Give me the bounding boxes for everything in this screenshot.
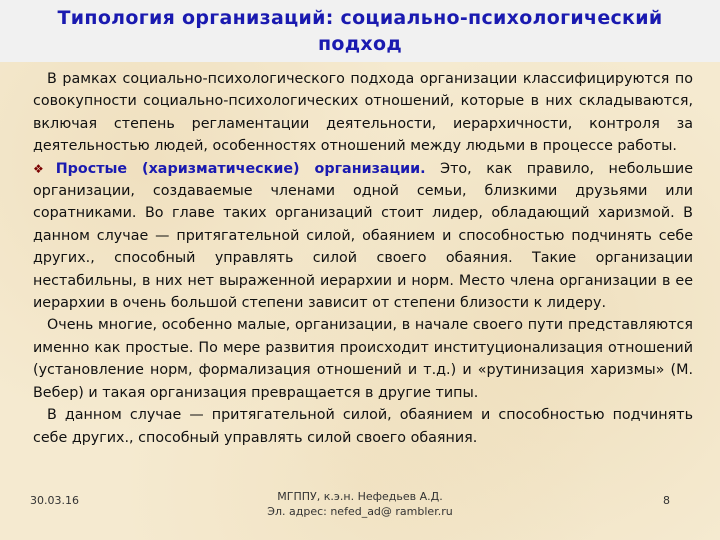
footer-date: 30.03.16	[30, 494, 79, 507]
footer-author: МГППУ, к.э.н. Нефедьев А.Д.	[277, 490, 443, 503]
footer-author-block	[250, 489, 470, 519]
paragraph-institutionalization: Очень многие, особенно малые, организации, в начале своего пути представляются именно как простые. По мере развития происходит институционализация отношений (установление норм, формализация отношений и т.д.) и «рутинизация харизмы» (М. Вебер) и такая организация превращается в другие типы.	[33, 317, 693, 401]
title-bar	[0, 0, 720, 62]
paragraph-simple-organizations	[33, 158, 693, 315]
simple-organizations-text: Это, как правило, небольшие организации, создаваемые членами одной семьи, близкими друзьями или соратниками. Во главе таких организаций стоит лидер, обладающий харизмой. В данном случае — притягательной силой, обаянием и способностью подчинять себе других., способный управлять силой своего обаяния. Такие организации нестабильны, в них нет выраженной иерархии и норм. Место члена организации в ее иерархии в очень большой степени зависит от степени близости к лидеру.	[33, 160, 693, 312]
diamond-bullet-icon: ❖	[33, 161, 54, 176]
simple-organizations-heading: Простые (харизматические) организации.	[55, 160, 426, 177]
page-number: 8	[663, 494, 670, 507]
slide-title: Типология организаций: социально-психологический подход	[57, 7, 663, 55]
paragraph-charisma: В данном случае — притягательной силой, обаянием и способностью подчинять себе других., способный управлять силой своего обаяния.	[33, 407, 693, 446]
footer-email: Эл. адрес: nefed_ad@ rambler.ru	[267, 505, 453, 518]
slide-body	[33, 68, 693, 449]
paragraph-intro: В рамках социально-психологического подхода организации классифицируются по совокупности социально-психологических отношений, которые в них складываются, включая степень регламентации деятельности, иерархичности, контроля за деятельностью людей, особенностях отношений между людьми в процессе работы.	[33, 71, 693, 155]
